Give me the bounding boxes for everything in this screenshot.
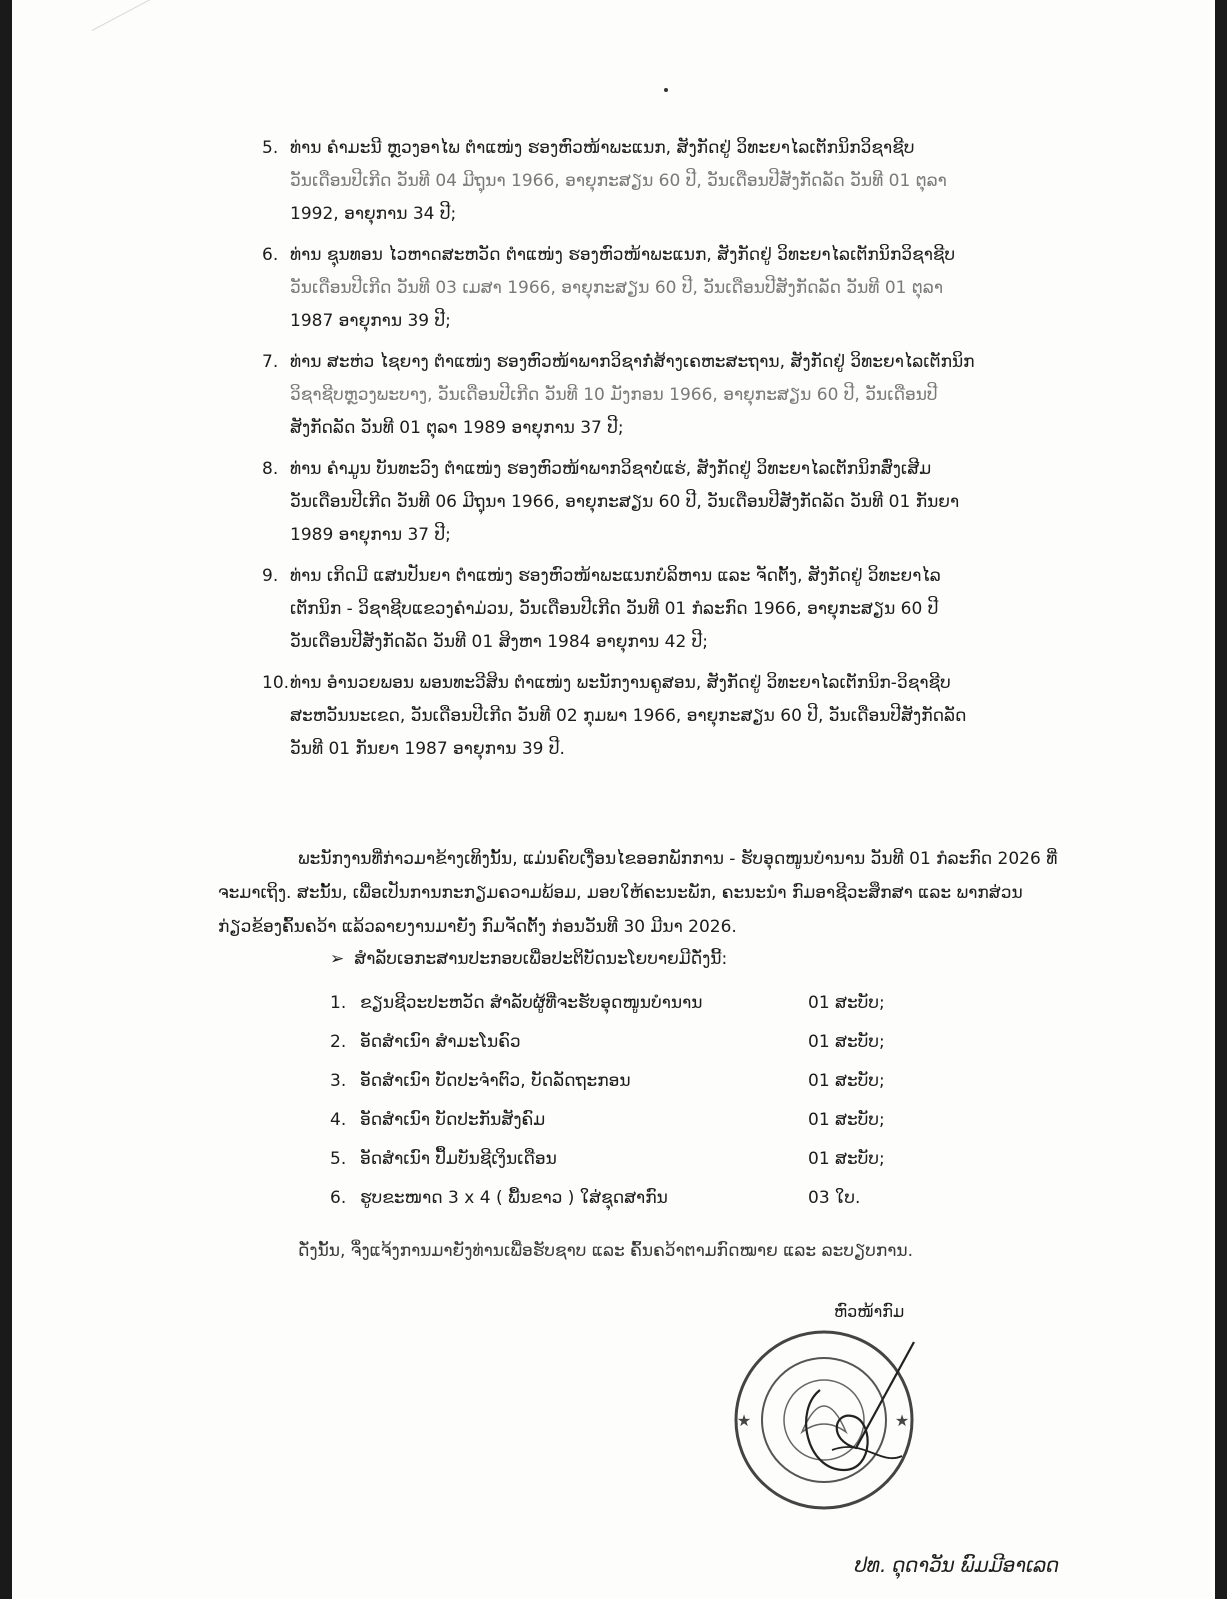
item-line-1: ທ່ານ ອຳນວຍພອນ ພອນທະວີສິນ ຕຳແໜ່ງ ພະນັກງານຄູສອນ, ສັງກັດຢູ່ ວິທະຍາໄລເຕັກນິກ-ວິຊາຊີບ	[290, 673, 951, 693]
item-line-3: ວັນທີ 01 ກັນຍາ 1987 ອາຍຸການ 39 ປີ.	[290, 739, 565, 759]
documents-list	[330, 988, 930, 1222]
official-seal	[724, 1320, 924, 1520]
document-number: 2.	[330, 1032, 347, 1052]
employee-list	[262, 132, 1062, 774]
documents-header	[330, 944, 727, 974]
list-item	[262, 453, 1062, 552]
item-line-3: 1989 ອາຍຸການ 37 ປີ;	[290, 525, 451, 545]
document-quantity: 01 ສະບັບ;	[808, 1110, 885, 1130]
document-name: ອັດສໍາເນົາ ປຶ້ມບັນຊີເງິນເດືອນ	[360, 1149, 557, 1169]
item-number: 10.	[262, 673, 290, 693]
document-name: ອັດສໍາເນົາ ບັດປະກັນສັງຄົມ	[360, 1110, 546, 1130]
list-item	[262, 132, 1062, 231]
ink-dot	[664, 88, 668, 92]
item-line-3: 1992, ອາຍຸການ 34 ປີ;	[290, 204, 457, 224]
item-line-1: ທ່ານ ເກິດມີ ແສນປັນຍາ ຕຳແໜ່ງ ຮອງຫົວໜ້າພະແນກບໍລິຫານ ແລະ ຈັດຕັ້ງ, ສັງກັດຢູ່ ວິທະຍາໄລ	[290, 566, 941, 586]
item-line-1: ທ່ານ ຊຸນທອນ ໄວຫາດສະຫວັດ ຕຳແໜ່ງ ຮອງຫົວໜ້າພະແນກ, ສັງກັດຢູ່ ວິທະຍາໄລເຕັກນິກວິຊາຊີບ	[290, 245, 956, 265]
document-number: 1.	[330, 993, 347, 1013]
item-line-3: ສັງກັດລັດ ວັນທີ 01 ຕຸລາ 1989 ອາຍຸການ 37 ປີ;	[290, 418, 624, 438]
item-line-3: ວັນເດືອນປີສັງກັດລັດ ວັນທີ 01 ສິງຫາ 1984 ອາຍຸການ 42 ປີ;	[290, 632, 709, 652]
list-item	[262, 560, 1062, 659]
body-paragraph: ພະນັກງານທີ່ກ່າວມາຂ້າງເທິງນັ້ນ, ແມ່ນຄົບເງື່ອນໄຂອອກພັກການ - ຮັບອຸດໜູນບໍານານ ວັນທີ 01 ກໍລະກົດ 2026 ທີ່ຈະມາເຖິງ. ສະນັ້ນ, ເພື່ອເປັນການກະກຽມຄວາມພ້ອມ, ມອບໃຫ້ຄະນະພັກ, ຄະນະນຳ ກົມອາຊີວະສຶກສາ ແລະ ພາກສ່ວນກ່ຽວຂ້ອງຄົ້ນຄວ້າ ແລ້ວລາຍງານມາຍັງ ກົມຈັດຕັ້ງ ກ່ອນວັນທີ 30 ມີນາ 2026.	[218, 849, 1058, 937]
documents-header-text: ສໍາລັບເອກະສານປະກອບເພື່ອປະຕິບັດນະໂຍບາຍມີດັ່ງນີ້:	[354, 949, 728, 969]
document-row	[330, 1105, 930, 1144]
item-number: 8.	[262, 459, 279, 479]
document-row	[330, 1066, 930, 1105]
document-number: 5.	[330, 1149, 347, 1169]
item-line-3: 1987 ອາຍຸການ 39 ປີ;	[290, 311, 451, 331]
item-line-2: ວັນເດືອນປີເກີດ ວັນທີ 03 ເມສາ 1966, ອາຍຸກະສຽນ 60 ປີ, ວັນເດືອນປີສັງກັດລັດ ວັນທີ 01 ຕຸລາ	[290, 278, 943, 298]
item-line-2: ວັນເດືອນປີເກີດ ວັນທີ 06 ມີຖຸນາ 1966, ອາຍຸກະສຽນ 60 ປີ, ວັນເດືອນປີສັງກັດລັດ ວັນທີ 01 ກັນຍາ	[290, 492, 960, 512]
item-number: 7.	[262, 352, 279, 372]
item-line-1: ທ່ານ ຄຳມະນີ ຫຼວງອາໄພ ຕຳແໜ່ງ ຮອງຫົວໜ້າພະແນກ, ສັງກັດຢູ່ ວິທະຍາໄລເຕັກນິກວິຊາຊີບ	[290, 138, 915, 158]
document-number: 6.	[330, 1188, 347, 1208]
item-number: 9.	[262, 566, 279, 586]
arrow-bullet-icon: ➢	[330, 949, 345, 969]
document-row	[330, 988, 930, 1027]
document-quantity: 03 ໃບ.	[808, 1188, 861, 1208]
document-quantity: 01 ສະບັບ;	[808, 1071, 885, 1091]
item-line-2: ເຕັກນິກ - ວິຊາຊີບແຂວງຄຳມ່ວນ, ວັນເດືອນປີເກີດ ວັນທີ 01 ກໍລະກົດ 1966, ອາຍຸກະສຽນ 60 ປີ	[290, 599, 939, 619]
item-line-2: ວັນເດືອນປີເກີດ ວັນທີ 04 ມີຖຸນາ 1966, ອາຍຸກະສຽນ 60 ປີ, ວັນເດືອນປີສັງກັດລັດ ວັນທີ 01 ຕຸລາ	[290, 171, 947, 191]
signature-title: ຫົວໜ້າກົມ	[834, 1302, 905, 1321]
list-item	[262, 239, 1062, 338]
item-line-2: ສະຫວັນນະເຂດ, ວັນເດືອນປີເກີດ ວັນທີ 02 ກຸມພາ 1966, ອາຍຸກະສຽນ 60 ປີ, ວັນເດືອນປີສັງກັດລັດ	[290, 706, 967, 726]
document-row	[330, 1183, 930, 1222]
document-page	[12, 0, 1215, 1599]
item-line-1: ທ່ານ ຄຳມູນ ບັນທະວົງ ຕຳແໜ່ງ ຮອງຫົວໜ້າພາກວິຊາບໍ່ແຮ່, ສັງກັດຢູ່ ວິທະຍາໄລເຕັກນິກສົ່ງເສີມ	[290, 459, 932, 479]
list-item	[262, 346, 1062, 445]
document-number: 4.	[330, 1110, 347, 1130]
star-right-icon: ★	[894, 1411, 910, 1430]
fold-line	[92, 0, 198, 31]
document-name: ຮູບຂະໜາດ 3 x 4 ( ພື້ນຂາວ ) ໃສ່ຊຸດສາກົນ	[360, 1188, 668, 1208]
item-number: 6.	[262, 245, 279, 265]
star-left-icon: ★	[736, 1411, 752, 1430]
list-item	[262, 667, 1062, 766]
document-name: ອັດສໍາເນົາ ບັດປະຈໍາຕົວ, ບັດລັດຖະກອນ	[360, 1071, 631, 1091]
document-quantity: 01 ສະບັບ;	[808, 1149, 885, 1169]
document-row	[330, 1027, 930, 1066]
document-quantity: 01 ສະບັບ;	[808, 1032, 885, 1052]
item-number: 5.	[262, 138, 279, 158]
item-line-1: ທ່ານ ສະຫ່ວ ໄຊຍາງ ຕຳແໜ່ງ ຮອງຫົວໜ້າພາກວິຊາກໍ່ສ້າງເຄຫະສະຖານ, ສັງກັດຢູ່ ວິທະຍາໄລເຕັກນິກ	[290, 352, 975, 372]
document-quantity: 01 ສະບັບ;	[808, 993, 885, 1013]
document-name: ຂຽນຊີວະປະຫວັດ ສໍາລັບຜູ້ທີ່ຈະຮັບອຸດໜູນບໍານານ	[360, 993, 703, 1013]
signer-name: ປທ. ດຸດາວັນ ພົມມີອາເລດ	[855, 1553, 1060, 1577]
document-number: 3.	[330, 1071, 347, 1091]
document-row	[330, 1144, 930, 1183]
closing-text: ດັ່ງນັ້ນ, ຈຶ່ງແຈ້ງການມາຍັງທ່ານເພື່ອຮັບຊາບ ແລະ ຄົ້ນຄວ້າຕາມກົດໝາຍ ແລະ ລະບຽບການ.	[298, 1241, 914, 1261]
document-name: ອັດສໍາເນົາ ສໍາມະໂນຄົວ	[360, 1032, 521, 1052]
item-line-2: ວິຊາຊີບຫຼວງພະບາງ, ວັນເດືອນປີເກີດ ວັນທີ 10 ມັງກອນ 1966, ອາຍຸກະສຽນ 60 ປີ, ວັນເດືອນປີ	[290, 385, 938, 405]
